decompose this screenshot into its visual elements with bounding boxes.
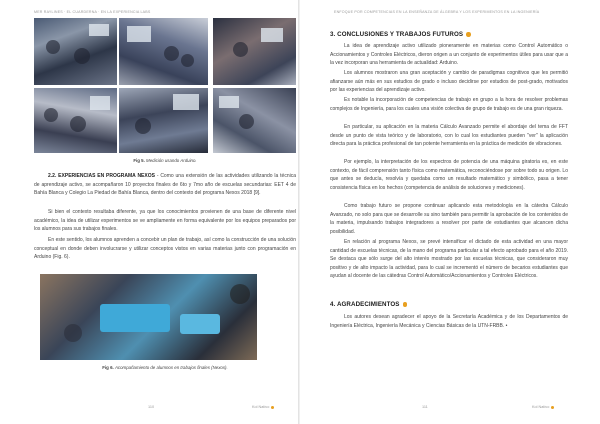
figure-5-caption: [34, 158, 296, 163]
paragraph-active-learning: La idea de aprendizaje activo utilizado pioneramente en materias como Control Automático o Accionamientos y Controles Eléctricos, dieron origen a un conjunto de experimentos útiles para usar que a la vez incorporan una herramienta de actualidad: Arduino.: [330, 43, 568, 67]
right-footer-brand-text: Kol Nativo: [532, 405, 550, 409]
paragraph-acceptance: Los alumnos mostraron una gran aceptación y cambio de paradigmas cognitivos que les permitió afianzarse aún más en sus estudios de grado o incluso decidirse por estudios de post-grado, motivados por las experiencias del aprendizaje activo.: [330, 70, 568, 94]
figure-6-label: Fig 6.: [102, 365, 114, 370]
right-page-number: 111: [422, 405, 428, 409]
right-page: [300, 0, 600, 424]
photo-arduino-robot: [40, 274, 257, 360]
right-footer-brand: [532, 405, 554, 409]
left-running-head: MER RAYLINES · EL CUARDERNA · EN LA EXPERIENCIA LABS: [34, 10, 151, 14]
photo-students-lab-4: [34, 88, 117, 153]
section-4-title: [330, 301, 407, 308]
paragraph-nexos-body: - Como una extensión de las actividades utilizando la técnica de aprendizaje activo, se acompañaron 10 proyectos finales de 6to y 7mo año de escuelas secundarias: EET 4 de Bahía Blanca y Colegio La Piedad de Bahía Blanca, dentro del contexto del programa Nexos 2018 [9].: [34, 173, 297, 197]
paragraph-acknowledgements: Los autores desean agradecer el apoyo de la Secretaría Académica y de los Departamentos de Ingeniería Eléctrica, Ingeniería Mecánica y Ciencias Básicas de la UTN-FRBB. •: [330, 314, 568, 329]
brand-dot-icon: [271, 406, 274, 409]
left-footer-brand: [252, 405, 274, 409]
photo-students-lab-3: [213, 18, 296, 85]
left-page-number: 110: [148, 405, 155, 409]
section-dot-icon: [403, 302, 408, 307]
paragraph-fft: En particular, su aplicación en la materia Cálculo Avanzado permite el abordaje del tema de FFT desde un punto de vista teórico y de laboratorio, con lo cual los estudiantes pueden "ver" la aplicación directa para la práctica profesional de tan potente herramienta en la práctica de medición de vibraciones.: [330, 124, 568, 148]
photo-students-lab-1: [34, 18, 117, 85]
paragraph-future-work: Como trabajo futuro se propone continuar aplicando esta metodología en la cátedra Cálculo Avanzado, no solo para que se desarrolle su sino también para permitir la aprobación de los contenidos de la materia, impulsando trabajos integradores a resolver por parte de estudiantes que alcancen dicha posibilidad.: [330, 203, 568, 235]
figure-5-label: Fig 5.: [133, 158, 145, 163]
section-4-title-text: 4. AGRADECIMIENTOS: [330, 301, 400, 308]
paragraph-nexos-intro: [34, 172, 296, 198]
section-3-title: [330, 31, 471, 38]
paragraph-context: Si bien el contexto resultaba diferente, ya que los conocimientos provienen de una base de diferente nivel académico, la idea de utilizar experimentos se ve ampliamente en forma equivalente por los equipos preparados por los alumnos para sus trabajos finales.: [34, 209, 296, 233]
photo-students-lab-5: [119, 88, 208, 153]
photo-students-lab-2: [119, 18, 208, 85]
right-running-head: ENFOQUE POR COMPETENCIAS EN LA ENSEÑANZA DE ÁLGEBRA Y LOS EXPERIMENTOS EN LA INGENIERÍA: [334, 10, 540, 14]
left-footer-brand-text: Kol Nativo: [252, 405, 270, 409]
paragraph-nexos-program: En relación al programa Nexos, se prevé intensificar el dictado de esta actividad en una mayor cantidad de escuelas técnicas, de la mano del programa particular a tal efecto aprobado para el año 2019. Se destaca que sólo surge del alto interés mostrado por las escuelas técnicas, que consideraron muy positivo y de alto impacto la actividad, para lo cual se incrementó el número de becarios estudiantes que ayudan al docente de las cátedras Control Automático/Accionamientos y Controles Eléctricos.: [330, 239, 568, 280]
section-2-2-title: 2.2. EXPERIENCIAS EN PROGRAMA NEXOS: [48, 173, 155, 179]
figure-5-text: Medición usando Arduino.: [146, 158, 197, 163]
paragraph-spectra: Por ejemplo, la interpretación de los espectros de potencia de una máquina giratoria es, en este contexto, de fácil comprensión tanto física como matemática, reconociéndose por sobre todo su origen. Lo que antes se deducía, resolvía y quedaba como un resultado matemático y simbólico, pasa a tener consistencia física en los hechos (competencia de análisis de soluciones y mediciones).: [330, 159, 568, 191]
brand-dot-icon: [551, 406, 554, 409]
photo-students-lab-6: [213, 88, 296, 153]
paragraph-work-plan: En este sentido, los alumnos aprenden a concebir un plan de trabajo, así como la construcción de una solución conceptual en donde deben involucrarse y utilizar conceptos vistos en varias materias junto con programación en Arduino (Fig. 6).: [34, 237, 296, 261]
figure-6-caption: [34, 365, 296, 370]
section-dot-icon: [466, 32, 471, 37]
paragraph-group-work: Es notable la incorporación de competencias de trabajo en grupo a la hora de resolver problemas complejos de Ingeniería, para los cuales una visión colectiva de grupo de trabajo es de una gran riqueza.: [330, 97, 568, 112]
section-3-title-text: 3. CONCLUSIONES Y TRABAJOS FUTUROS: [330, 31, 464, 38]
figure-6-text: Acompañamiento de alumnos en trabajos finales (Nexos).: [114, 365, 228, 370]
